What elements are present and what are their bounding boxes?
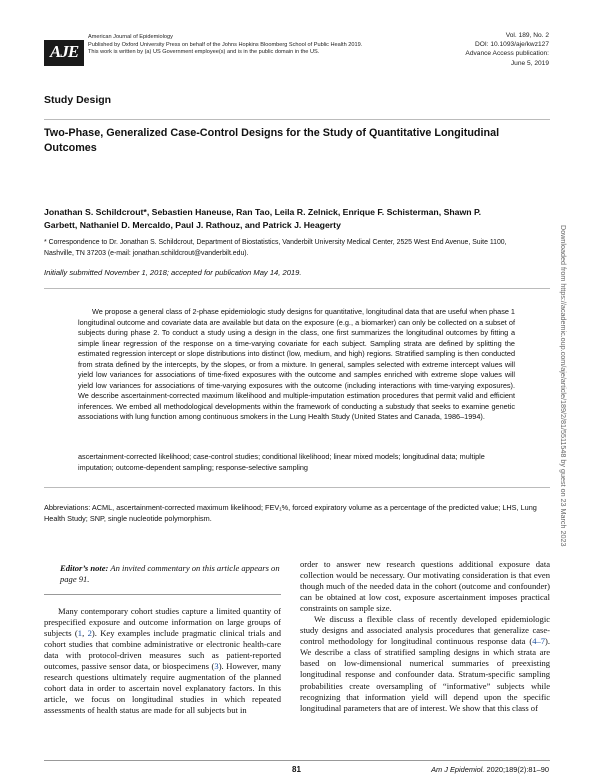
body-text: , bbox=[82, 628, 88, 639]
journal-name: American Journal of Epidemiology bbox=[88, 34, 173, 40]
editors-note-label: Editor’s note: bbox=[60, 563, 109, 573]
volume: Vol. 189, No. 2 bbox=[505, 32, 549, 39]
journal-abbrev: Am J Epidemiol. bbox=[431, 765, 485, 774]
correspondence-note: * Correspondence to Dr. Jonathan S. Schildcrout, Department of Biostatistics, Vanderbilt University Medical Center, 2525 West End Avenue, Suite 1100, Nashville, TN 37203 (e-mail: jonathan.schildcrout@vanderbilt.edu). bbox=[44, 239, 507, 257]
logo-text: AJE bbox=[50, 42, 79, 61]
editors-note-text: An invited commentary on this article appears on page 91. bbox=[60, 563, 280, 585]
body-text: ). Key examples include pragmatic clinical trials and cohort studies that combine administrative or electronic health-care data with protocol-driven measures such as patient-reported outcomes, passive sensor data, or biospecimens ( bbox=[44, 628, 281, 672]
citation-detail: 2020;189(2):81–90 bbox=[484, 765, 549, 774]
keywords: ascertainment-corrected likelihood; case-control studies; conditional likelihood; linear mixed models; longitudinal data; multiple imputation; outcome-dependent sampling; response-selective sampling bbox=[78, 452, 485, 472]
body-column-right bbox=[300, 559, 550, 714]
license-line: This work is written by (a) US Government employee(s) and is in the public domain in the US. bbox=[88, 49, 320, 55]
divider bbox=[44, 288, 550, 289]
citation-link[interactable]: 1 bbox=[77, 628, 83, 639]
download-watermark: Downloaded from https://academic.oup.com/aje/article/189/2/81/5511548 by guest on 23 March 2023 bbox=[559, 225, 568, 547]
journal-logo bbox=[44, 40, 84, 66]
abstract: We propose a general class of 2-phase epidemiologic study designs for quantitative, longitudinal data that are useful when phase 1 longitudinal outcome and covariate data are available but data on the exposure (e.g., a biomarker) can only be collected on a subset of subjects during phase 2. To conduct a study using a design in the class, one first summarizes the longitudinal outcomes by fitting a simple linear regression of the response on a time-varying covariate for each subject. Sampling strata are defined by splitting the estimated regression intercept or slope distributions into distinct (low, medium, and high) regions. Stratified sampling is then conducted from strata defined by the intercepts, by the slopes, or from a mixture. In general, samples selected with extreme intercept values will yield low variances for associations of time-fixed exposures with the outcome and samples enriched with extreme slope values will yield low variances for associations of time-varying exposures with the outcome (including interactions with time-varying exposures). We describe ascertainment-corrected maximum likelihood and multiple-imputation estimation procedures that permit valid and efficient inferences. We embed all methodological developments within the framework of conducting a substudy that seeks to examine genetic associations with lung function among continuous smokers in the Lung Health Study (United States and Canada, 1986–1994). bbox=[78, 307, 515, 422]
divider bbox=[44, 594, 281, 595]
paragraph: order to answer new research questions additional exposure data collection would be necessary. Our motivating consideration is that even though much of the needed data in the cohort (outcome and confounder) can be obtained at low cost, exposure ascertainment imposes practical constraints on sample size. bbox=[300, 559, 550, 614]
body-text: Many contemporary cohort studies capture a limited quantity of prespecified exposure and outcome information on large groups of subjects ( bbox=[44, 606, 281, 639]
advance-access: Advance Access publication: bbox=[465, 50, 549, 58]
editors-note bbox=[60, 563, 282, 585]
publication-date: June 5, 2019 bbox=[510, 59, 549, 67]
submission-dates: Initially submitted November 1, 2018; accepted for publication May 14, 2019. bbox=[44, 268, 302, 277]
abbreviations: Abbreviations: ACML, ascertainment-corrected maximum likelihood; FEV₁%, forced expiratory volume as a percentage of the predicted value; LHS, Lung Health Study; SNP, single nucleotide polymorphism. bbox=[44, 503, 537, 523]
citation-link[interactable]: 2 bbox=[87, 628, 92, 639]
body-text: We discuss a flexible class of recently developed epidemiologic study designs and associated analysis procedures that generalize case-control methodology for longitudinal continuous response data ( bbox=[300, 614, 550, 647]
divider bbox=[44, 487, 550, 488]
volume-info bbox=[465, 31, 549, 68]
paragraph bbox=[300, 614, 550, 713]
citation-link[interactable]: 3 bbox=[214, 661, 219, 672]
page-number: 81 bbox=[292, 765, 301, 774]
footer-citation bbox=[431, 765, 549, 774]
divider bbox=[44, 119, 550, 120]
footer-divider bbox=[44, 760, 550, 761]
doi[interactable]: DOI: 10.1093/aje/kwz127 bbox=[474, 41, 549, 49]
body-text: ). We describe a class of stratified sampling designs in which strata are based on low-dimensional numerical summaries of preexisting longitudinal response and confounder data. Stratum-specific sampling probabilities create oversampling of “informative” subjects while recognizing that information yield will depend upon the specific longitudinal parameters that are of interest. We show that this class of bbox=[300, 636, 550, 713]
section-label: Study Design bbox=[44, 94, 112, 106]
citation-link[interactable]: 4–7 bbox=[532, 636, 546, 647]
body-column-left bbox=[44, 606, 281, 716]
article-title: Two-Phase, Generalized Case-Control Designs for the Study of Quantitative Longitudinal Outcomes bbox=[44, 127, 500, 154]
author-list: Jonathan S. Schildcrout*, Sebastien Haneuse, Ran Tao, Leila R. Zelnick, Enrique F. Schisterman, Shawn P. Garbett, Nathaniel D. Mercaldo, Paul J. Rathouz, and Patrick J. Heagerty bbox=[44, 207, 482, 230]
publisher-line: Published by Oxford University Press on behalf of the Johns Hopkins Bloomberg School of Public Health 2019. bbox=[88, 41, 363, 48]
publisher-info bbox=[88, 34, 388, 57]
body-text: ). However, many research questions ultimately require augmentation of the planned cohort data in order to ascertain novel explanatory factors. In this article, we focus on longitudinal studies in which repeated assessments of health status are made for all subjects but in bbox=[44, 661, 281, 716]
